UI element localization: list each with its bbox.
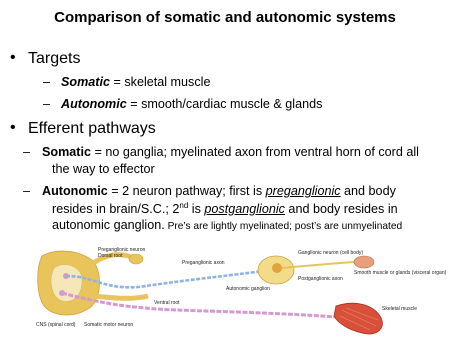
dash: – <box>23 184 31 198</box>
dash: – <box>43 75 51 89</box>
term-preganglionic: preganglionic <box>265 184 341 198</box>
label-preganglionic-axon: Preganglionic axon <box>182 260 225 266</box>
bullet-dot: • <box>10 49 16 66</box>
efferent-autonomic-line2: resides in brain/S.C.; 2nd is postganglionic and body resides in <box>52 201 398 217</box>
spinal-cord-illustration <box>38 251 100 315</box>
smooth-muscle-shape <box>354 256 374 268</box>
bullet-heading-targets: Targets <box>28 50 81 67</box>
efferent-somatic-line2: the way to effector <box>52 162 155 176</box>
dash: – <box>43 97 51 111</box>
efferent-autonomic-line3: autonomic ganglion. Pre’s are lightly myelinated; post’s are unmyelinated <box>52 218 403 232</box>
dash: – <box>23 145 31 159</box>
label-skeletal-muscle: Skeletal muscle <box>382 306 418 312</box>
label-ventral-root: Ventral root <box>154 300 180 306</box>
label-autonomic-ganglion: Autonomic ganglion <box>226 286 270 292</box>
ventral-root-shape <box>94 296 148 298</box>
bullet-dot: • <box>10 119 16 136</box>
targets-autonomic: Autonomic = smooth/cardiac muscle & glands <box>61 97 323 111</box>
ganglionic-cell-body <box>272 263 282 273</box>
term-autonomic: Autonomic <box>61 97 127 111</box>
term-postganglionic: postganglionic <box>204 202 285 217</box>
targets-somatic: Somatic = skeletal muscle <box>61 75 211 89</box>
label-preganglionic-neuron: Preganglionic neuron <box>98 247 146 253</box>
slide-title: Comparison of somatic and autonomic systems <box>54 9 396 26</box>
dorsal-root-ganglion <box>129 254 143 264</box>
label-somatic-motor-neuron: Somatic motor neuron <box>84 322 134 328</box>
neuron-pathway-diagram <box>36 246 447 336</box>
efferent-autonomic-line1: Autonomic = 2 neuron pathway; first is preganglionic and body <box>42 184 396 198</box>
label-ganglionic-neuron: Ganglionic neuron (cell body) <box>298 250 364 256</box>
label-dorsal-root: Dorsal root <box>98 253 123 259</box>
label-cns: CNS (spinal cord) <box>36 322 76 328</box>
bullet-heading-efferent: Efferent pathways <box>28 120 156 137</box>
label-smooth-muscle: Smooth muscle or glands (visceral organ) <box>354 270 447 276</box>
term-somatic: Somatic <box>61 75 110 89</box>
efferent-somatic-line1: Somatic = no ganglia; myelinated axon from ventral horn of cord all <box>42 145 419 159</box>
label-postganglionic-axon: Postganglionic axon <box>298 276 343 282</box>
